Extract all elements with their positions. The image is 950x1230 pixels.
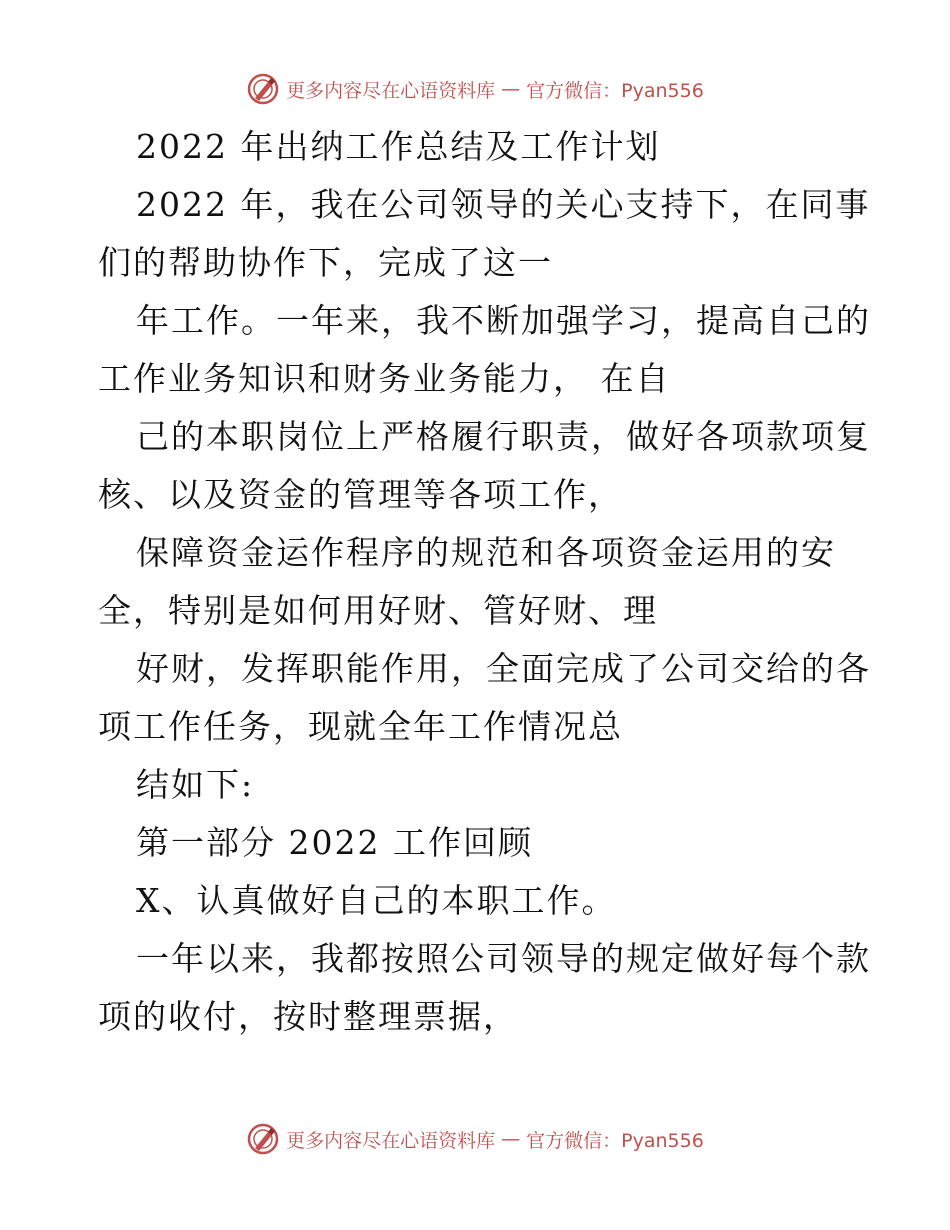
text-line: 结如下: (136, 765, 255, 804)
text-line: 们的帮助协作下，完成了这一 (98, 243, 553, 282)
watermark-contact: 官方微信：Pyan556 (526, 1129, 704, 1152)
header-watermark (0, 72, 950, 106)
watermark-contact: 官方微信：Pyan556 (526, 79, 704, 102)
text-line: 保障资金运作程序的规范和各项资金运用的安 (136, 533, 836, 572)
text-line: 项的收付，按时整理票据， (98, 997, 518, 1036)
watermark-separator: — (501, 78, 521, 100)
subsection-heading: X、认真做好自己的本职工作。 (136, 881, 617, 920)
text-line: 项工作任务，现就全年工作情况总 (98, 707, 623, 746)
watermark-separator: — (501, 1128, 521, 1150)
text-line: 全，特别是如何用好财、管好财、理 (98, 591, 658, 630)
text-line: 2022 年，我在公司领导的关心支持下，在同事 (136, 185, 871, 224)
watermark-text: 更多内容尽在心语资料库 (286, 1129, 496, 1152)
text-line: 一年以来，我都按照公司领导的规定做好每个款 (136, 939, 871, 978)
text-line: 工作业务知识和财务业务能力， 在自 (98, 359, 671, 398)
pen-logo-icon (246, 1122, 280, 1156)
text-line: 年工作。一年来，我不断加强学习，提高自己的 (136, 301, 871, 340)
text-line: 核、以及资金的管理等各项工作， (98, 475, 623, 514)
text-line: 好财，发挥职能作用，全面完成了公司交给的各 (136, 649, 871, 688)
document-title: 2022 年出纳工作总结及工作计划 (136, 127, 661, 166)
section-heading: 第一部分 2022 工作回顾 (136, 823, 533, 862)
footer-watermark (0, 1122, 950, 1156)
pen-logo-icon (246, 72, 280, 106)
document-body (98, 118, 871, 1046)
watermark-text: 更多内容尽在心语资料库 (286, 79, 496, 102)
text-line: 己的本职岗位上严格履行职责，做好各项款项复 (136, 417, 871, 456)
